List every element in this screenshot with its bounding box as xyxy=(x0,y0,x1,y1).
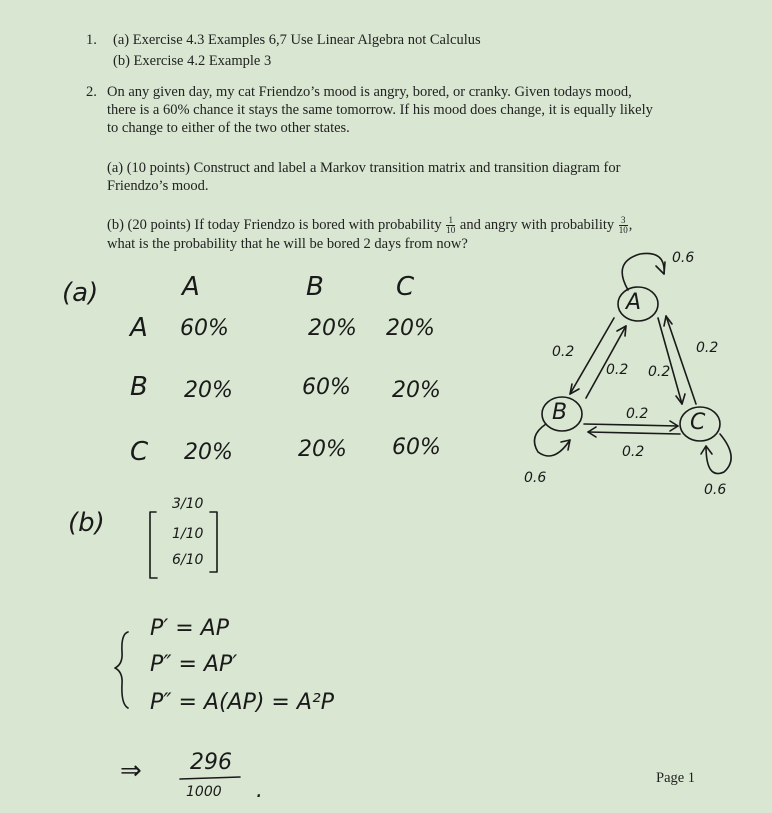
problem-2a-line-2: Friendzo’s mood. xyxy=(107,178,209,194)
result-denominator: 1000 xyxy=(186,784,222,800)
page-number: Page 1 xyxy=(656,770,696,786)
matrix-row-header-c: C xyxy=(130,437,149,467)
node-c-label: C xyxy=(690,410,706,435)
frac2-denominator: 10 xyxy=(618,225,628,236)
self-loop-a-probability: 0.6 xyxy=(672,250,695,266)
edge-a-to-b-probability: 0.2 xyxy=(552,344,575,360)
frac1-numerator: 1 xyxy=(446,216,455,226)
problem-2b-text-end: , xyxy=(628,217,633,233)
matrix-cell-a-b: 20% xyxy=(308,316,357,341)
equation-1: P′ = AP xyxy=(150,616,229,641)
edge-b-to-c-probability: 0.2 xyxy=(626,406,649,422)
matrix-cell-c-a: 20% xyxy=(184,440,233,465)
edge-c-to-b-probability: 0.2 xyxy=(622,444,645,460)
matrix-col-header-c: C xyxy=(396,272,415,302)
frac1-denominator: 10 xyxy=(446,225,456,236)
problem-2b-text-pre: (b) (20 points) If today Friendzo is bored with probability xyxy=(107,217,442,233)
self-loop-c-probability: 0.6 xyxy=(704,482,727,498)
matrix-cell-b-b: 60% xyxy=(302,375,351,400)
edge-a-to-b xyxy=(570,318,614,394)
frac2-numerator: 3 xyxy=(619,216,628,226)
problem-2-intro-line-1: On any given day, my cat Friendzo’s mood is angry, bored, or cranky. Given todays mood, xyxy=(107,84,632,100)
matrix-cell-c-b: 20% xyxy=(298,437,347,462)
problem-2a-line-1: (a) (10 points) Construct and label a Markov transition matrix and transition diagram for xyxy=(107,160,621,176)
problem-2b-text-mid: and angry with probability xyxy=(459,217,615,233)
handwritten-label-b: (b) xyxy=(68,508,105,538)
matrix-cell-a-a: 60% xyxy=(180,316,229,341)
matrix-row-header-a: A xyxy=(130,313,148,343)
equation-3: P″ = A(AP) = A²P xyxy=(150,690,334,715)
self-loop-c xyxy=(706,434,731,474)
edge-a-to-c xyxy=(658,318,682,404)
problem-1a-text: (a) Exercise 4.3 Examples 6,7 Use Linear Algebra not Calculus xyxy=(113,32,481,48)
problem-1-number: 1. xyxy=(86,32,97,48)
self-loop-b-probability: 0.6 xyxy=(524,470,547,486)
problem-2b-line-2: what is the probability that he will be bored 2 days from now? xyxy=(107,236,468,252)
edge-b-to-a-probability: 0.2 xyxy=(606,362,629,378)
matrix-col-header-b: B xyxy=(306,272,324,302)
matrix-cell-a-c: 20% xyxy=(386,316,435,341)
result-implies-arrow: ⇒ xyxy=(120,756,142,786)
matrix-cell-b-c: 20% xyxy=(392,378,441,403)
matrix-cell-b-a: 20% xyxy=(184,378,233,403)
edge-c-to-b xyxy=(588,432,680,434)
problem-2-number: 2. xyxy=(86,84,97,100)
vector-entry-3: 6/10 xyxy=(172,552,204,568)
vector-entry-2: 1/10 xyxy=(172,526,204,542)
self-loop-a xyxy=(622,253,664,290)
edge-a-to-c-probability: 0.2 xyxy=(648,364,671,380)
problem-2-intro-line-3: to change to either of the two other states. xyxy=(107,120,350,136)
edge-c-to-a-probability: 0.2 xyxy=(696,340,719,356)
matrix-row-header-b: B xyxy=(130,372,148,402)
handwritten-label-a: (a) xyxy=(62,278,99,308)
problem-1b-text: (b) Exercise 4.2 Example 3 xyxy=(113,53,272,69)
result-numerator: 296 xyxy=(190,750,232,775)
vector-entry-1: 3/10 xyxy=(172,496,204,512)
equation-2: P″ = AP′ xyxy=(150,652,238,677)
node-a-label: A xyxy=(626,290,642,315)
edge-b-to-c xyxy=(584,424,678,426)
matrix-col-header-a: A xyxy=(182,272,200,302)
problem-2-intro-line-2: there is a 60% chance it stays the same tomorrow. If his mood does change, it is equally likely xyxy=(107,102,653,118)
result-trailing-dot: . xyxy=(256,778,263,803)
node-b-label: B xyxy=(552,400,568,425)
matrix-cell-c-c: 60% xyxy=(392,435,441,460)
